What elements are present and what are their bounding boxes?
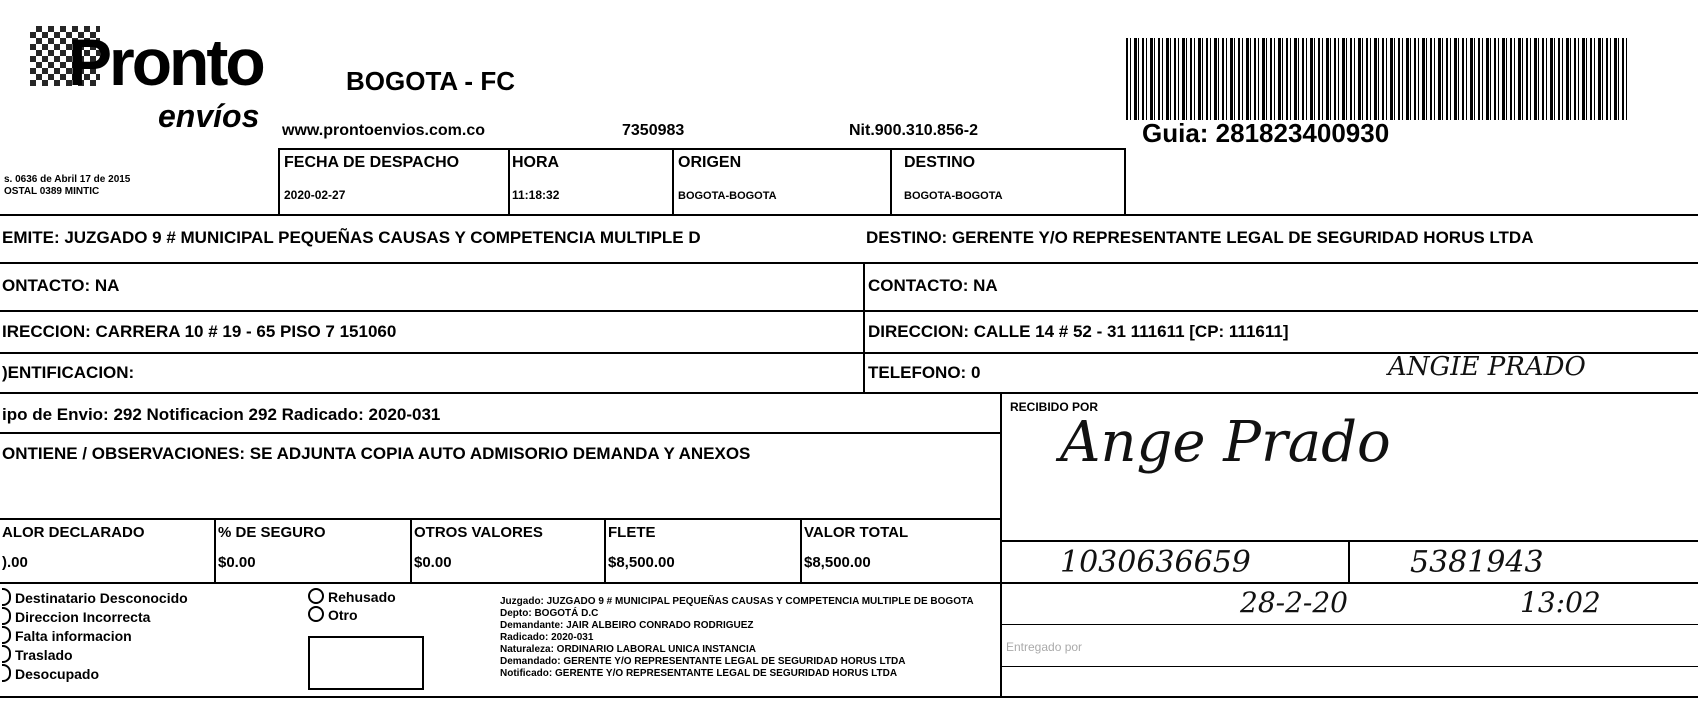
recipient-direccion: DIRECCION: CALLE 14 # 52 - 31 111611 [CP: 111611]: [868, 322, 1289, 341]
reason-item[interactable]: Direccion Incorrecta: [2, 607, 188, 626]
flete-value: $8,500.00: [608, 554, 675, 571]
seguro-value: $0.00: [218, 554, 256, 571]
declarado-value: ).00: [2, 554, 28, 571]
license-line1: s. 0636 de Abril 17 de 2015: [4, 174, 131, 185]
otros-value: $0.00: [414, 554, 452, 571]
detail-line: Radicado: 2020-031: [500, 632, 594, 643]
entregado-label: Entregado por: [1006, 640, 1083, 654]
emite-row: EMITE: JUZGADO 9 # MUNICIPAL PEQUEÑAS CAUSAS Y COMPETENCIA MULTIPLE D: [2, 228, 701, 247]
reason-item[interactable]: Traslado: [2, 645, 188, 664]
handwritten-phone: 5381943: [1410, 545, 1544, 580]
reason-item[interactable]: Desocupado: [2, 664, 188, 683]
handwritten-name: ANGIE PRADO: [1388, 352, 1586, 382]
license-line2: OSTAL 0389 MINTIC: [4, 186, 100, 197]
declarado-label: ALOR DECLARADO: [2, 524, 145, 541]
seguro-label: % DE SEGURO: [218, 524, 326, 541]
recibido-label: RECIBIDO POR: [1010, 400, 1099, 414]
hora-value: 11:18:32: [512, 188, 560, 202]
otro-box[interactable]: [308, 636, 424, 690]
reasons-list: [2, 588, 188, 683]
city-title: BOGOTA - FC: [346, 66, 515, 96]
handwritten-time: 13:02: [1520, 586, 1601, 619]
hora-label: HORA: [512, 154, 560, 171]
barcode: [1126, 38, 1628, 120]
logo-brand: Pronto: [68, 25, 263, 99]
handwritten-date: 28-2-20: [1240, 586, 1348, 619]
sender-contacto: ONTACTO: NA: [2, 276, 120, 295]
detail-line: Notificado: GERENTE Y/O REPRESENTANTE LEGAL DE SEGURIDAD HORUS LTDA: [500, 668, 898, 679]
destino-row: DESTINO: GERENTE Y/O REPRESENTANTE LEGAL DE SEGURIDAD HORUS LTDA: [866, 228, 1534, 247]
contiene-observaciones: ONTIENE / OBSERVACIONES: SE ADJUNTA COPIA AUTO ADMISORIO DEMANDA Y ANEXOS: [2, 444, 751, 463]
reason-otro[interactable]: Otro: [308, 606, 396, 624]
guia-number: Guia: 281823400930: [1142, 118, 1390, 148]
total-value: $8,500.00: [804, 554, 871, 571]
origen-label: ORIGEN: [678, 154, 742, 171]
detail-line: Demandado: GERENTE Y/O REPRESENTANTE LEGAL DE SEGURIDAD HORUS LTDA: [500, 656, 906, 667]
phone: 7350983: [622, 122, 685, 139]
fecha-value: 2020-02-27: [284, 188, 346, 202]
signature: Ange Prado: [1060, 410, 1391, 475]
destino-value: BOGOTA-BOGOTA: [904, 190, 1003, 202]
reason-item[interactable]: Falta informacion: [2, 626, 188, 645]
reason-rehusado[interactable]: Rehusado: [308, 588, 396, 606]
detail-line: Depto: BOGOTÁ D.C: [500, 608, 599, 619]
otros-label: OTROS VALORES: [414, 524, 543, 541]
detail-line: Naturaleza: ORDINARIO LABORAL UNICA INSTANCIA: [500, 644, 756, 655]
company-logo: [18, 22, 263, 140]
detail-line: Demandante: JAIR ALBEIRO CONRADO RODRIGUEZ: [500, 620, 754, 631]
recipient-contacto: CONTACTO: NA: [868, 276, 998, 295]
recipient-telefono: TELEFONO: 0: [868, 363, 981, 382]
sender-direccion: IRECCION: CARRERA 10 # 19 - 65 PISO 7 151060: [2, 322, 397, 341]
destino-label: DESTINO: [904, 154, 976, 171]
sender-identificacion: )ENTIFICACION:: [2, 363, 135, 382]
nit: Nit.900.310.856-2: [849, 122, 978, 139]
reasons-list-2: [308, 588, 396, 624]
tipo-envio: ipo de Envio: 292 Notificacion 292 Radicado: 2020-031: [2, 405, 441, 424]
total-label: VALOR TOTAL: [804, 524, 909, 541]
logo-sub: envíos: [158, 98, 260, 134]
origen-value: BOGOTA-BOGOTA: [678, 190, 777, 202]
handwritten-id: 1030636659: [1060, 545, 1251, 580]
flete-label: FLETE: [608, 524, 656, 541]
details-block: [500, 596, 974, 680]
fecha-label: FECHA DE DESPACHO: [284, 154, 460, 171]
website: www.prontoenvios.com.co: [282, 122, 485, 139]
reason-item[interactable]: Destinatario Desconocido: [2, 588, 188, 607]
detail-line: Juzgado: JUZGADO 9 # MUNICIPAL PEQUEÑAS CAUSAS Y COMPETENCIA MULTIPLE DE BOGOTA: [500, 596, 974, 607]
